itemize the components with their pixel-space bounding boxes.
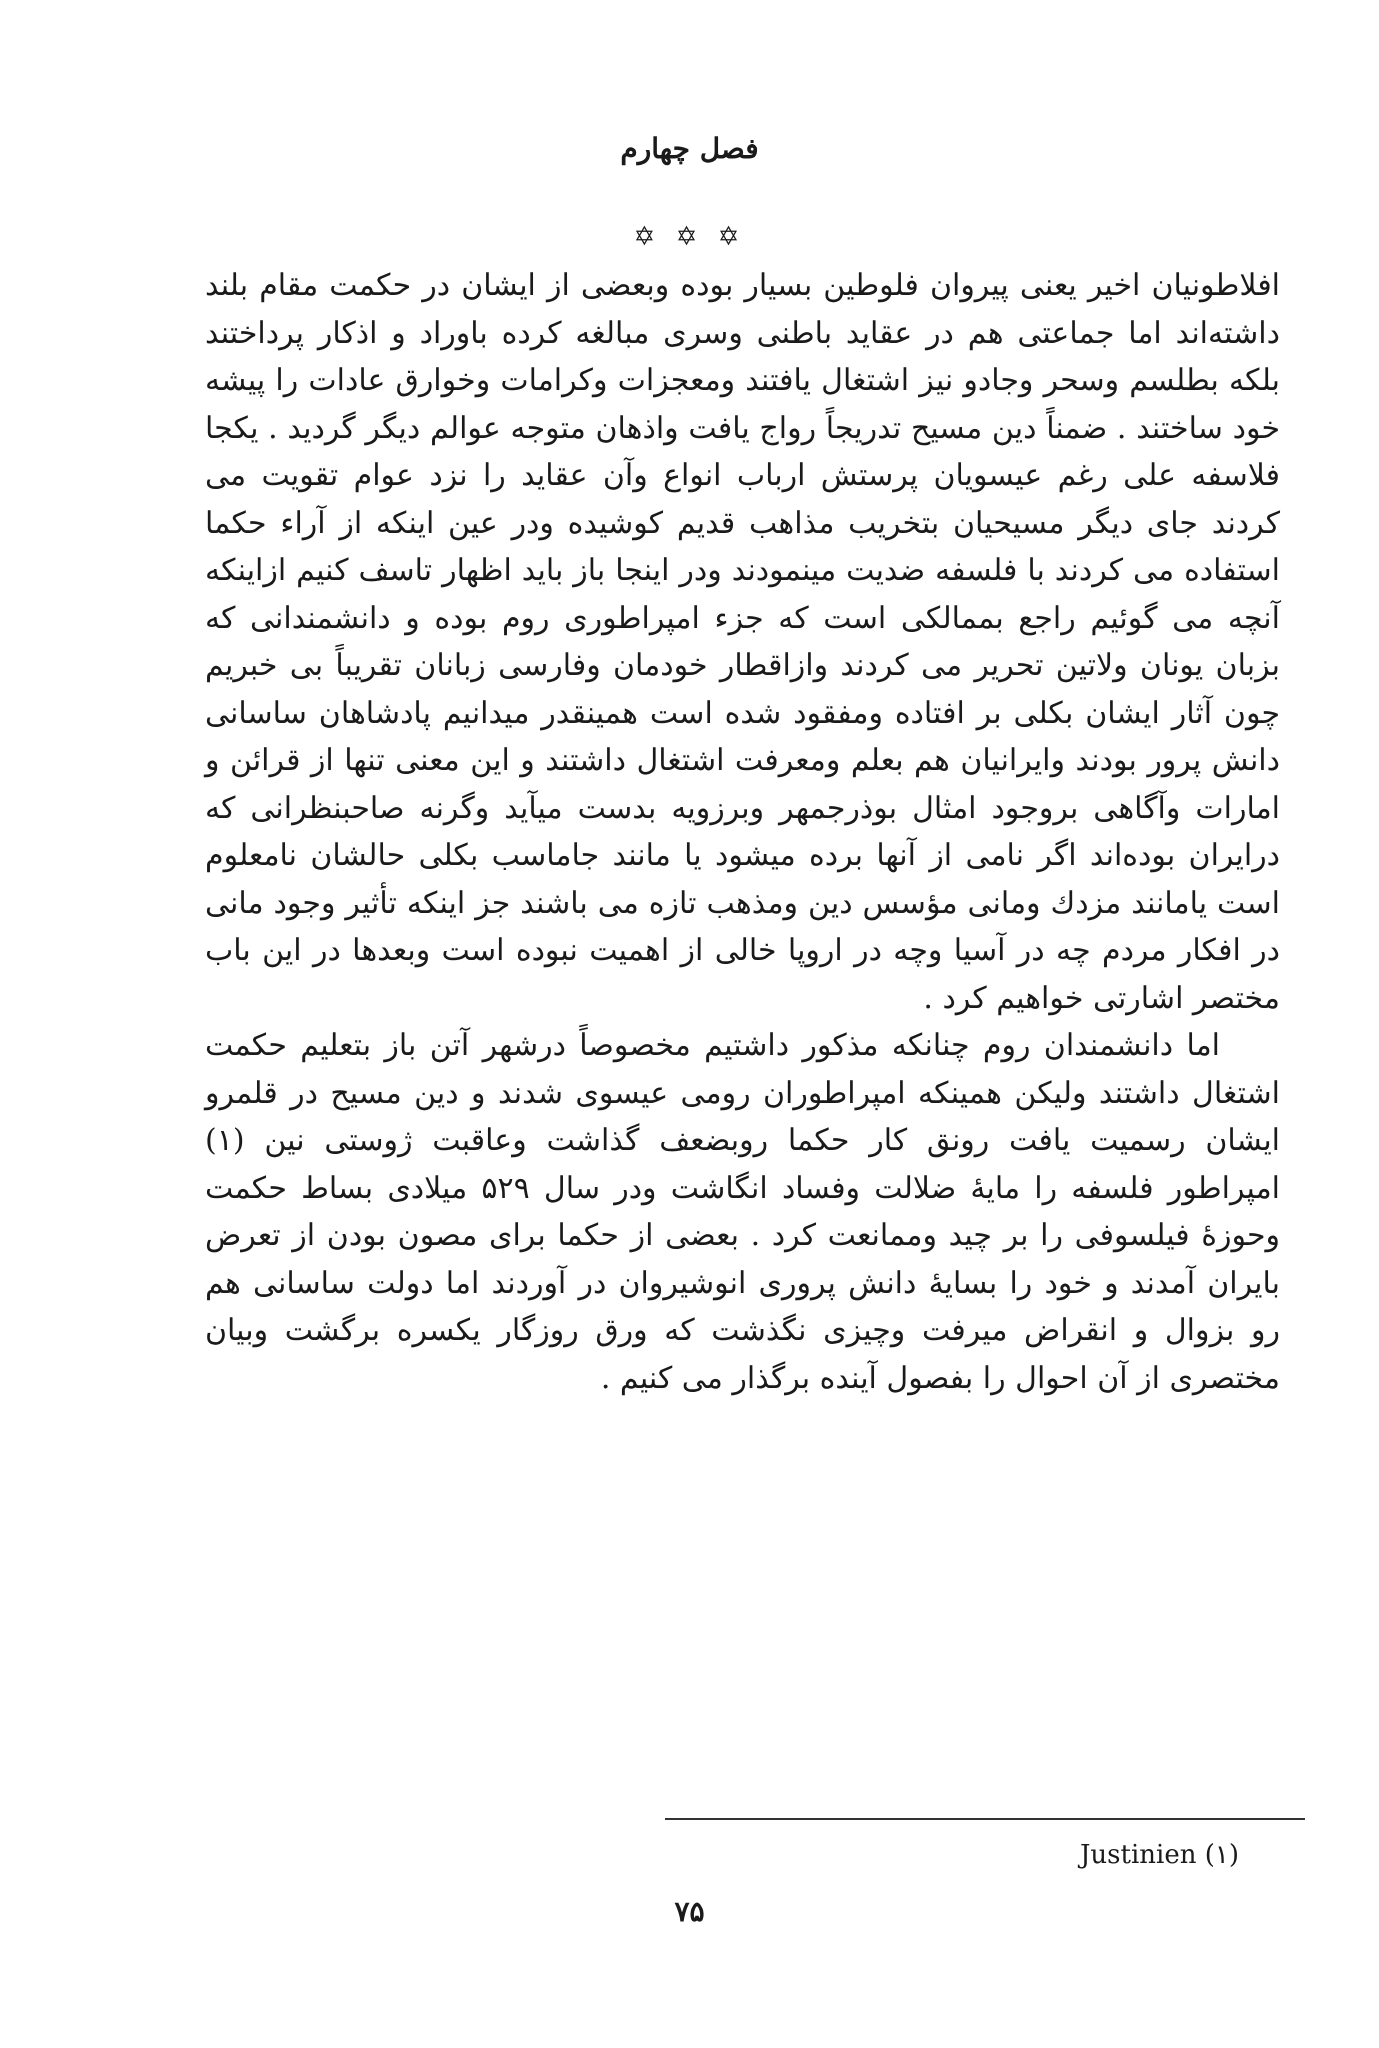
body-text [205, 262, 1280, 1402]
page-number: ۷۵ [674, 1895, 705, 1928]
chapter-title: فصل چهارم [620, 132, 759, 165]
paragraph-1: افلاطونیان اخیر یعنی پیروان فلوطین بسیار بوده وبعضی از ایشان در حکمت مقام بلند داشته‌اند اما جماعتی هم در عقاید باطنی وسری مبالغه کرده باوراد و اذکار پرداختند بلکه بطلسم وسحر وجادو نیز اشتغال یافتند ومعجزات وکرامات وخوارق عادات را پیشه خود ساختند . ضمناً دین مسیح تدریجاً رواج یافت واذهان متوجه عوالم دیگر گردید . یکجا فلاسفه علی رغم عیسویان پرستش ارباب انواع وآن عقاید را نزد عوام تقویت می کردند جای دیگر مسیحیان بتخریب مذاهب قدیم کوشیده ودر عین اینکه از آراء حکما استفاده می کردند با فلسفه ضدیت مینمودند ودر اینجا باز باید اظهار تاسف کنیم ازاینکه آنچه می گوئیم راجع بممالکی است که جزء امپراطوری روم بوده و دانشمندانی که بزبان یونان ولاتین تحریر می کردند وازاقطار خودمان وفارسی زبانان تقریباً بی خبریم چون آثار ایشان بکلی بر افتاده ومفقود شده است همینقدر میدانیم پادشاهان ساسانی دانش پرور بودند وایرانیان هم بعلم ومعرفت اشتغال داشتند و این معنی تنها از قرائن و امارات وآگاهی بروجود امثال بوذرجمهر وبرزویه بدست میآید وگرنه صاحبنظرانی که درایران بوده‌اند اگر نامی از آنها برده میشود یا مانند جاماسب بکلی حالشان نامعلوم است یامانند مزدك ومانی مؤسس دین ومذهب تازه می باشند جز اینکه تأثیر وجود مانی در افکار مردم چه در آسیا وچه در اروپا خالی از اهمیت نبوده است وبعدها در این باب مختصر اشارتی خواهیم کرد . [205, 268, 1280, 1016]
footnote: Justinien (۱) [1080, 1840, 1239, 1870]
paragraph-2: اما دانشمندان روم چنانکه مذکور داشتیم مخصوصاً درشهر آتن باز بتعلیم حکمت اشتغال داشتند ولیکن همینکه امپراطوران رومی عیسوی شدند و دین مسیح در قلمرو ایشان رسمیت یافت رونق کار حکما روبضعف گذاشت وعاقبت ژوستی نین (۱) امپراطور فلسفه را مایهٔ ضلالت وفساد انگاشت ودر سال ۵۲۹ میلادی بساط حکمت وحوزهٔ فیلسوفی را بر چید وممانعت کرد . بعضی از حکما برای مصون بودن از تعرض بایران آمدند و خود را بسایهٔ دانش پروری انوشیروان در آوردند اما دولت ساسانی هم رو بزوال و انقراض میرفت وچیزی نگذشت که ورق روزگار یکسره برگشت وبیان مختصری از آن احوال را بفصول آینده برگذار می کنیم . [205, 1028, 1280, 1396]
star-ornament: ✡ ✡ ✡ [633, 222, 746, 252]
footnote-divider [665, 1818, 1305, 1820]
